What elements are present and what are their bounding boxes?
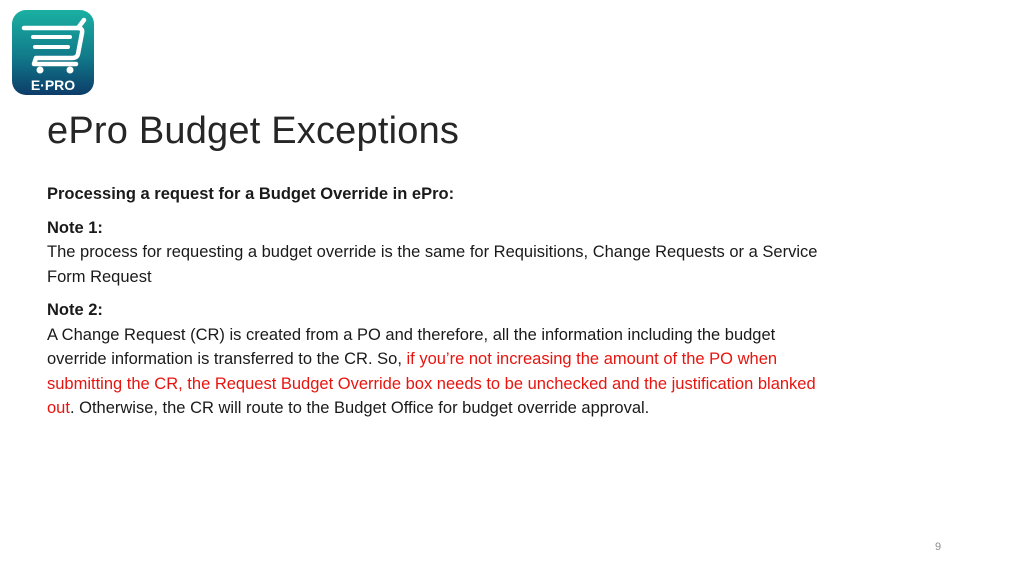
note-2 <box>47 298 837 421</box>
svg-text:E·PRO: E·PRO <box>30 77 76 93</box>
note-1-text: The process for requesting a budget override is the same for Requisitions, Change Requests or a Service Form Request <box>47 243 818 286</box>
note-1-label: Note 1: <box>47 218 103 237</box>
page-number: 9 <box>935 541 942 553</box>
epro-logo <box>12 10 94 95</box>
page-title: ePro Budget Exceptions <box>47 110 460 152</box>
note-2-text-after: . Otherwise, the CR will route to the Budget Office for budget override approval. <box>69 399 650 417</box>
slide-body <box>47 182 837 430</box>
note-1 <box>47 216 837 290</box>
section-heading: Processing a request for a Budget Override in ePro: <box>47 185 455 203</box>
note-2-highlight: if you’re not increasing the amount of the PO when submitting the CR, the Request Budget Override box needs to be unchecked and the justification blanked out <box>47 350 816 417</box>
shopping-cart-icon <box>12 10 94 95</box>
note-2-text-before: A Change Request (CR) is created from a PO and therefore, all the information including the budget override information is transferred to the CR. So, <box>47 325 776 368</box>
note-2-text <box>47 323 837 421</box>
note-2-label: Note 2: <box>47 301 103 319</box>
